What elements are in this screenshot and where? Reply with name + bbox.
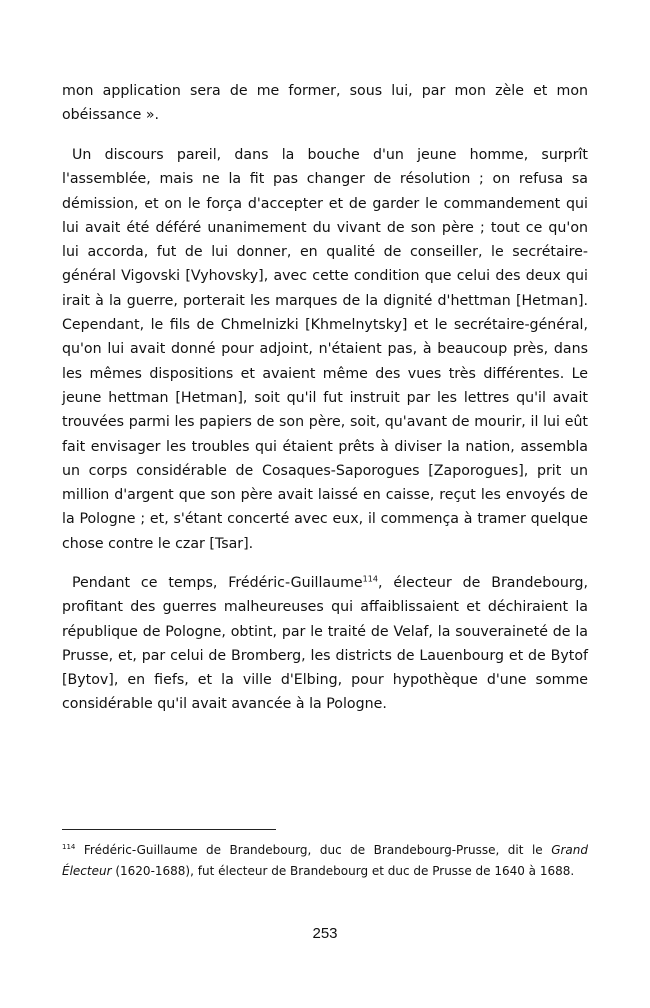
footnote-italic-title: Grand Électeur	[62, 843, 588, 878]
page-number: 253	[312, 925, 338, 942]
footnote-number: 114	[62, 843, 76, 851]
paragraph-3-end: , électeur de Brandebourg, profitant des guerres malheureuses qui affaiblissaient et déchiraient la république de Pologne, obtint, par le traité de Velaf, la souveraineté de la Prusse, et, par celui de Bromberg, les districts de Lauenbourg et de Bytof [Bytov], en fiefs, et la ville d'Elbing, pour hypothèque d'une somme considérable qu'il avait avancée à la Pologne.	[62, 575, 588, 713]
paragraph-3-start: Pendant ce temps, Frédéric-Guillaume	[72, 575, 363, 591]
footnote-separator	[62, 829, 276, 830]
footnote-text-end: (1620-1688), fut électeur de Brandebourg et duc de Prusse de 1640 à 1688.	[111, 864, 575, 878]
footnote-reference[interactable]: 114	[362, 574, 378, 584]
paragraph-2: Un discours pareil, dans la bouche d'un jeune homme, surprît l'assemblée, mais ne la fit pas changer de résolution ; on refusa sa démission, et on le força d'accepter et de garder le commandement qui lui avait été déféré unanimement du vivant de son père ; tout ce qu'on lui accorda, fut de lui donner, en qualité de conseiller, le secrétaire-général Vigovski [Vyhovsky], avec cette condition que celui des deux qui irait à la guerre, porterait les marques de la dignité d'hettman [Hetman]. Cependant, le fils de Chmelnizki [Khmelnytsky] et le secrétaire-général, qu'on lui avait donné pour adjoint, n'étaient pas, à beaucoup près, dans les mêmes dispositions et avaient même des vues très différentes. Le jeune hettman [Hetman], soit qu'il fut instruit par les lettres qu'il avait trouvées parmi les papiers de son père, soit, qu'avant de mourir, il lui eût fait envisager les troubles qui étaient prêts à diviser la nation, assembla un corps considérable de Cosaques-Saporogues [Zaporogues], prit un million d'argent que son père avait laissé en caisse, reçut les envoyés de la Pologne ; et, s'étant concerté avec eux, il commença à tramer quelque chose contre le czar [Tsar].	[62, 147, 588, 552]
paragraph-3	[62, 571, 588, 717]
footnote	[62, 840, 588, 882]
paragraph-1: mon application sera de me former, sous lui, par mon zèle et mon obéissance ».	[62, 83, 588, 124]
footnote-text-start: Frédéric-Guillaume de Brandebourg, duc de Brandebourg-Prusse, dit le	[75, 843, 552, 857]
